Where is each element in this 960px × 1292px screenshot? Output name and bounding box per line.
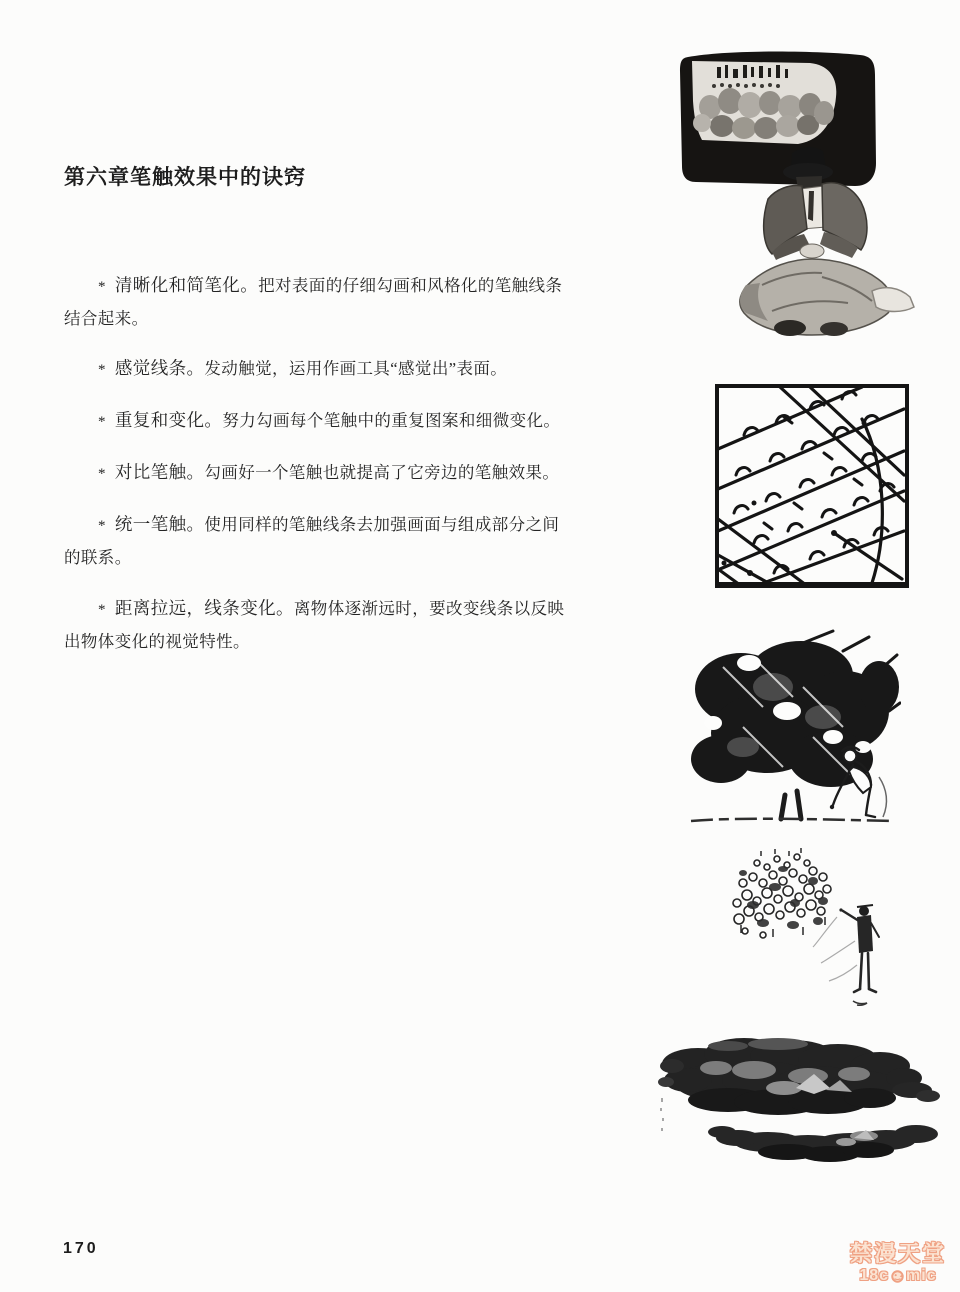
crowd-sketch-drawing [723, 845, 898, 1015]
watermark-brand-suffix: mic [906, 1267, 937, 1284]
bullet-marker: * [98, 414, 106, 430]
bullet-item [64, 593, 566, 657]
watermark-brand-prefix: 18c [859, 1267, 890, 1284]
bullet-lead: 清晰化和简笔化。 [114, 275, 259, 295]
page-number: 170 [63, 1240, 99, 1257]
bullet-lead: 距离拉远，线条变化。 [114, 598, 294, 618]
illustration-seated-man-before-dark-painting [672, 45, 922, 345]
bullet-body: 把对表面的仔细勾画和风格化的笔触线条结合起来。 [64, 276, 563, 328]
clouds-drawing [658, 1030, 948, 1180]
watermark-brand [850, 1266, 946, 1286]
bullet-lead: 感觉线条。 [114, 358, 205, 378]
bullet-marker: * [98, 362, 106, 378]
watermark-site-name: 禁漫天堂 [849, 1241, 946, 1266]
bullet-lead: 统一笔触。 [114, 514, 205, 534]
bullet-lead: 重复和变化。 [114, 410, 223, 430]
bullet-body: 勾画好一个笔触也就提高了它旁边的笔触效果。 [204, 463, 560, 482]
chapter-title: 第六章笔触效果中的诀窍 [64, 166, 306, 189]
framed-strokes-drawing [714, 383, 910, 591]
bullet-item [64, 509, 566, 573]
bullet-body: 使用同样的笔触线条去加强画面与组成部分之间的联系。 [64, 515, 560, 567]
illustration-crowd-sketch [723, 845, 898, 1015]
bullet-marker: * [98, 518, 106, 534]
bullet-body: 离物体逐渐远时，要改变线条以反映出物体变化的视觉特性。 [64, 599, 565, 651]
bullet-item [64, 270, 566, 334]
illustration-framed-diagonal-stroke-study [714, 383, 910, 591]
bullet-marker: * [98, 466, 106, 482]
bullet-body: 努力勾画每个笔触中的重复图案和细微变化。 [222, 411, 561, 430]
fish-logo-icon [890, 1269, 905, 1284]
illustration-storm-clouds [658, 1030, 948, 1180]
watermark [850, 1242, 946, 1286]
tree-sketch-drawing [683, 627, 901, 827]
bullet-item [64, 457, 566, 490]
bullet-body: 发动触觉，运用作画工具“感觉出”表面。 [204, 359, 508, 378]
seated-man-painting-drawing [672, 45, 922, 345]
bullet-item [64, 405, 566, 438]
illustration-tree-pen-sketch [683, 627, 901, 827]
bullet-marker: * [98, 279, 106, 295]
body-text [64, 270, 566, 665]
bullet-item [64, 353, 566, 386]
bullet-marker: * [98, 602, 106, 618]
bullet-lead: 对比笔触。 [114, 462, 205, 482]
